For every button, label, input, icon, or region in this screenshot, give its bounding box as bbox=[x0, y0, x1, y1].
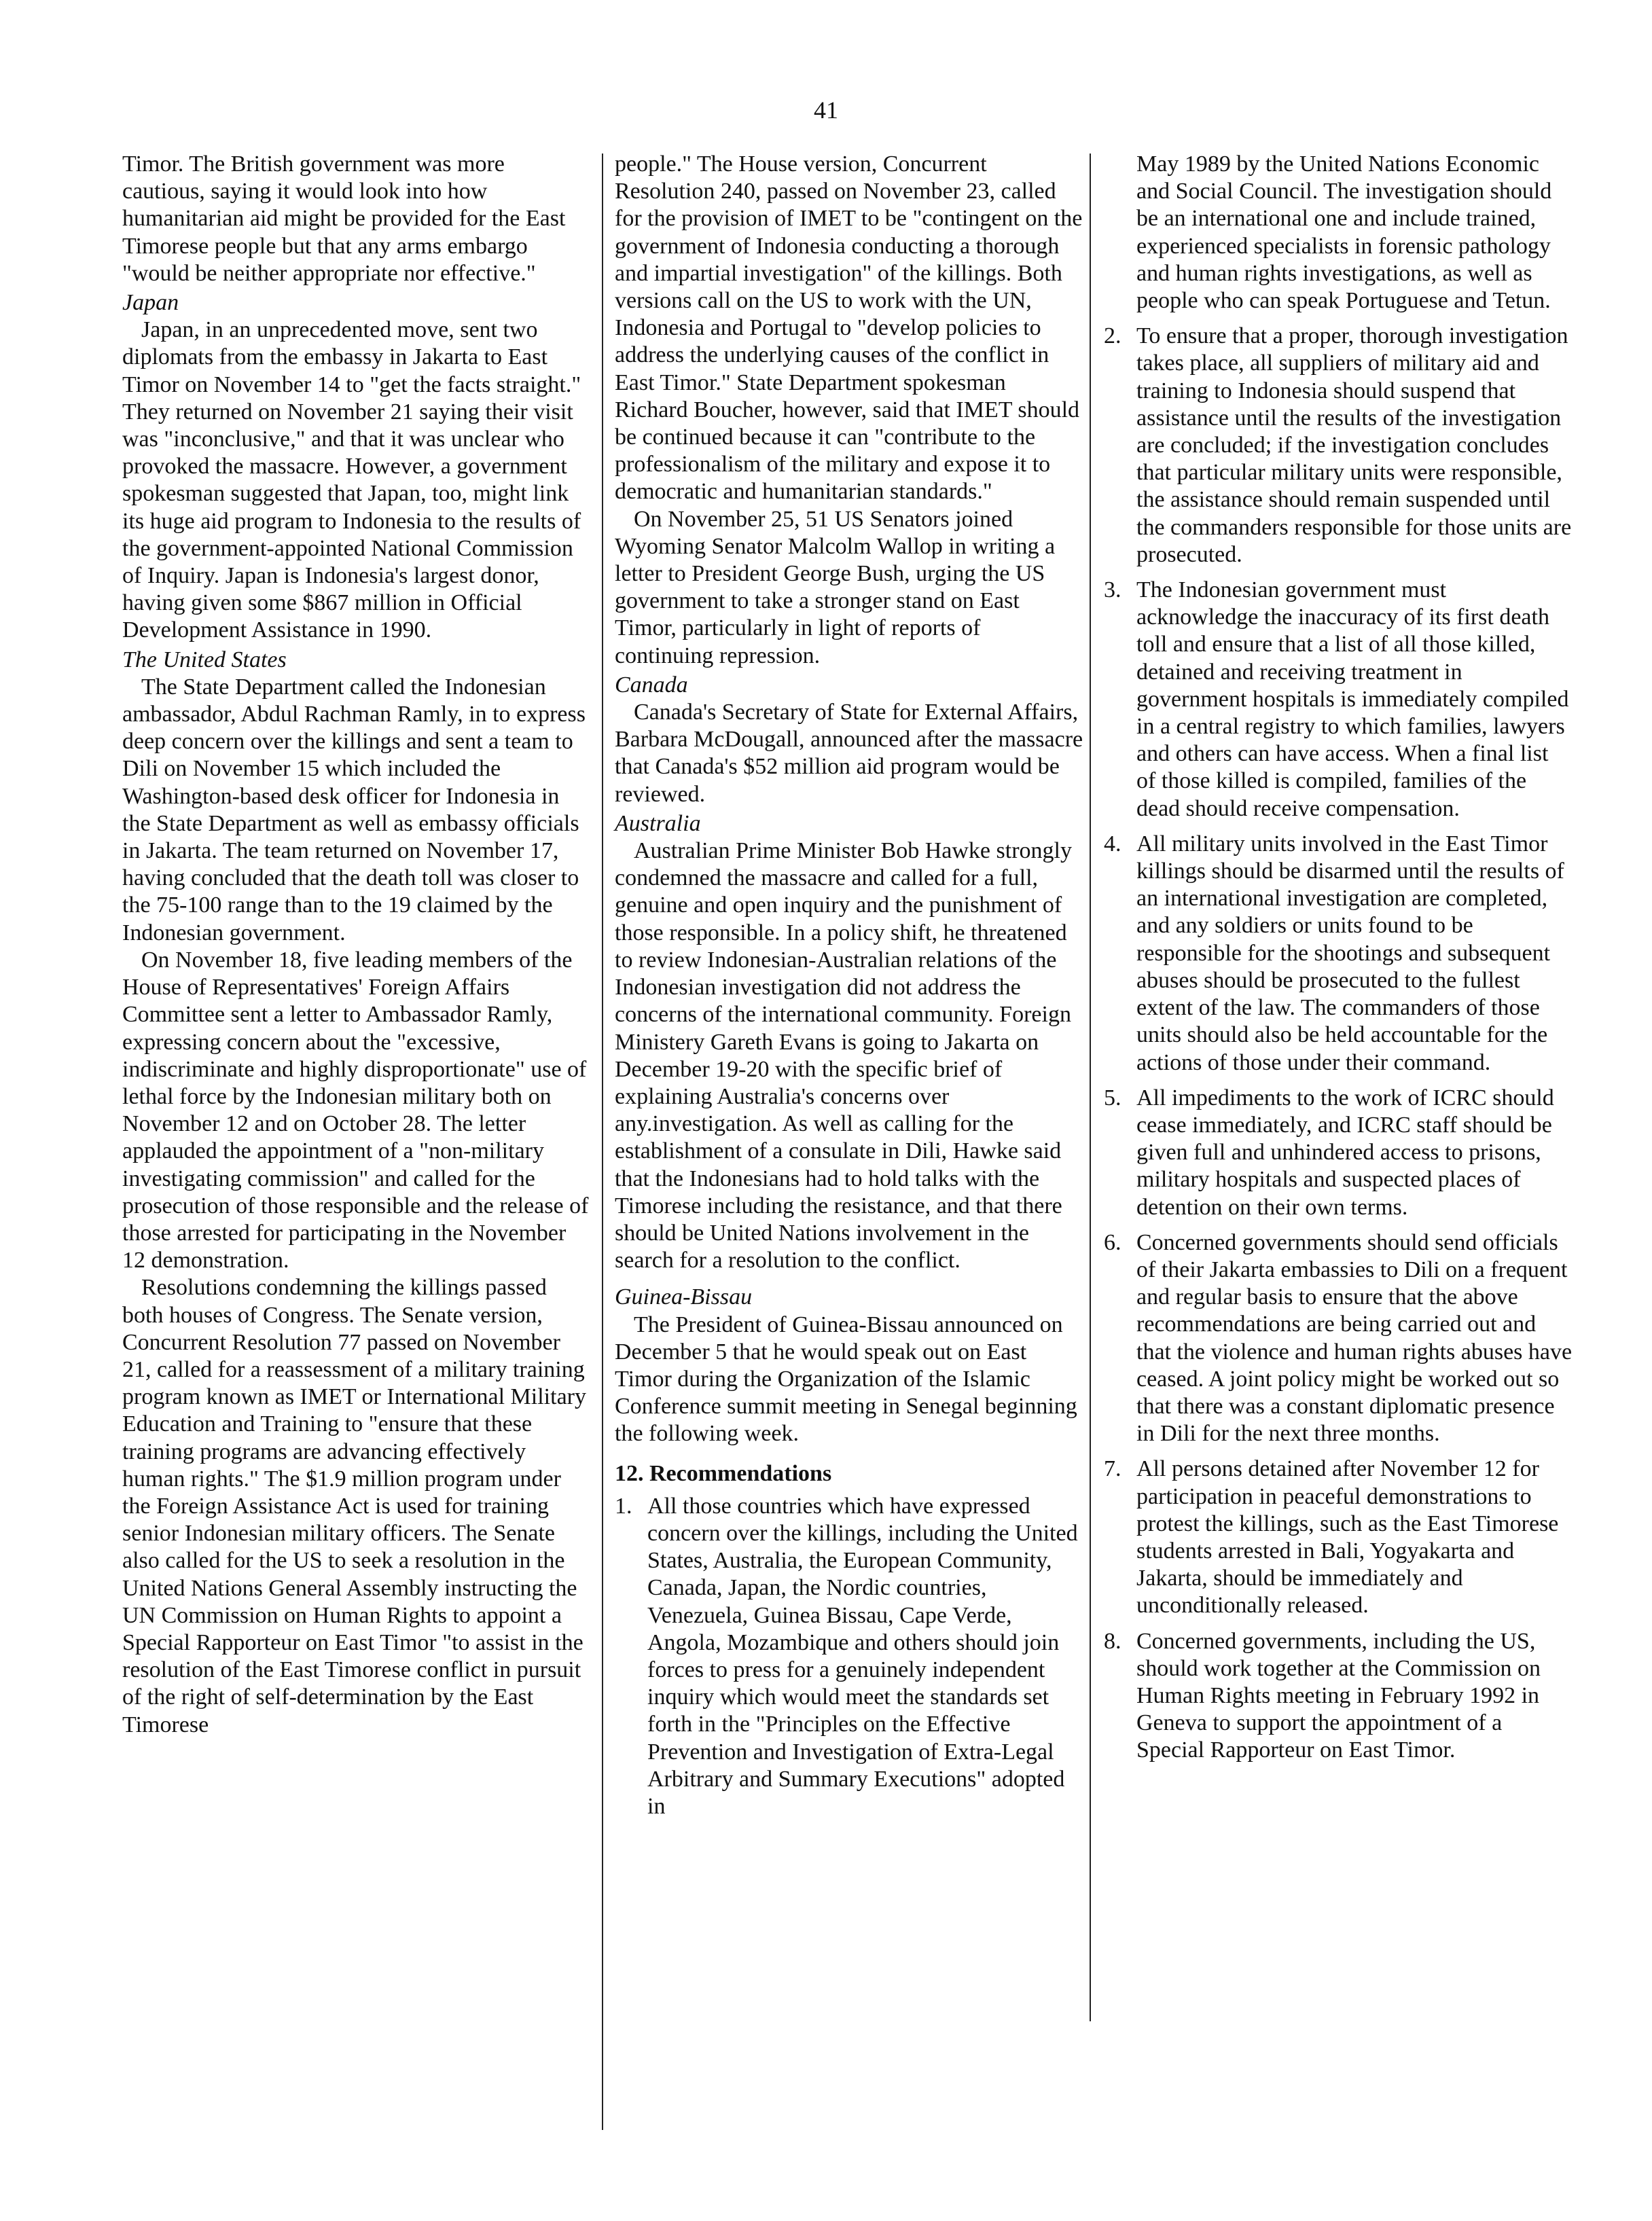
recommendation-text: The Indonesian government must acknowledge the inaccuracy of its first death toll and ensure that a list of all those killed, detained and receiving treatment in government hospitals is immediately compiled in a central registry to which families, lawyers and others can have access. When a final list of those killed is compiled, families of the dead should receive compensation. bbox=[1136, 577, 1569, 821]
recommendation-text: All impediments to the work of ICRC should cease immediately, and ICRC staff should be given full and unhindered access to prisons, military hospitals and suspected places of detention on their own terms. bbox=[1136, 1085, 1554, 1220]
recommendation-item bbox=[1104, 1085, 1573, 1221]
recommendation-text: All those countries which have expressed concern over the killings, including the United States, Australia, the European Community, Canada, Japan, the Nordic countries, Venezuela, Guinea Bissau, Cape Verde, Angola, Mozambique and others should join forces to press for a genuinely independent inquiry which would meet the standards set forth in the "Principles on the Effective Prevention and Investigation of Extra-Legal Arbitrary and Summary Executions" adopted in bbox=[647, 1493, 1078, 1819]
recommendation-number: 3. bbox=[1104, 577, 1121, 603]
paragraph-us-senators: On November 25, 51 US Senators joined Wyoming Senator Malcolm Wallop in writing a letter to President George Bush, urging the US government to take a stronger stand on East Timor, particularly in light of reports of continuing repression. bbox=[615, 506, 1056, 668]
heading-australia: Australia bbox=[615, 810, 701, 836]
recommendation-number: 8. bbox=[1104, 1628, 1121, 1654]
paragraph-britain: Timor. The British government was more cautious, saying it would look into how humanitarian aid might be provided for the East Timorese people but that any arms embargo "would be neither appropriate nor effective." bbox=[122, 151, 566, 286]
heading-guinea-bissau: Guinea-Bissau bbox=[615, 1284, 753, 1310]
recommendation-text: To ensure that a proper, thorough investigation takes place, all suppliers of military aid and training to Indonesia should suspend that assistance until the results of the investigation are concluded; if the investigation concludes that particular military units were responsible, the assistance should remain suspended until the commanders responsible for those units are prosecuted. bbox=[1136, 323, 1572, 567]
recommendation-item bbox=[1104, 323, 1573, 568]
recommendations-list-start bbox=[615, 1493, 1083, 1820]
paragraph-us-house-letter: On November 18, five leading members of the House of Representatives' Foreign Affairs Committee sent a letter to Ambassador Ramly, expressing concern about the "excessive, indiscriminate and highly disproportionate" use of lethal force by the Indonesian military both on November 12 and on October 28. The letter applauded the appointment of a "non-military investigating commission" and called for the prosecution of those responsible and the release of those arrested for participating in the November 12 demonstration. bbox=[122, 947, 589, 1274]
recommendation-text: Concerned governments, including the US, should work together at the Commission on Human Rights meeting in February 1992 in Geneva to support the appointment of a Special Rapporteur on East Timor. bbox=[1136, 1628, 1541, 1763]
recommendation-number: 6. bbox=[1104, 1229, 1121, 1255]
recommendation-1-continued: May 1989 by the United Nations Economic and Social Council. The investigation should be an international one and include trained, experienced specialists in forensic pathology and human rights investigations, as well as people who can speak Portuguese and Tetun. bbox=[1136, 151, 1552, 314]
column-3 bbox=[1104, 151, 1573, 1773]
paragraph-us-resolutions: Resolutions condemning the killings passed both houses of Congress. The Senate version, Concurrent Resolution 77 passed on November 21, called for a reassessment of a military training program known as IMET or International Military Education and Training to "ensure that these training programs are advancing effectively human rights." The $1.9 million program under the Foreign Assistance Act is used for training senior Indonesian military officers. The Senate also called for the US to seek a resolution in the United Nations General Assembly instructing the UN Commission on Human Rights to appoint a Special Rapporteur on East Timor "to assist in the resolution of the East Timorese conflict in pursuit of the right of self-determination by the East Timorese bbox=[122, 1275, 586, 1737]
column-divider-left bbox=[602, 154, 603, 2130]
recommendation-text: All persons detained after November 12 for participation in peaceful demonstrations to protest the killings, such as the East Timorese students arrested in Bali, Yogyakarta and Jakarta, should be immediately and unconditionally released. bbox=[1136, 1456, 1559, 1619]
paragraph-us-state-department: The State Department called the Indonesian ambassador, Abdul Rachman Ramly, in to express deep concern over the killings and sent a team to Dili on November 15 which included the Washington-based desk officer for Indonesia in the State Department as well as embassy officials in Jakarta. The team returned on November 17, having concluded that the death toll was closer to the 75-100 range than to the 19 claimed by the Indonesian government. bbox=[122, 674, 586, 945]
column-2 bbox=[615, 151, 1083, 1828]
recommendation-number: 1. bbox=[615, 1493, 632, 1519]
column-divider-right bbox=[1090, 154, 1091, 2021]
recommendations-list bbox=[1104, 323, 1573, 1764]
heading-japan: Japan bbox=[122, 290, 179, 316]
recommendation-item bbox=[1104, 831, 1573, 1077]
recommendation-number: 2. bbox=[1104, 323, 1121, 349]
recommendation-number: 7. bbox=[1104, 1456, 1121, 1482]
recommendation-item bbox=[1104, 577, 1573, 823]
paragraph-australia: Australian Prime Minister Bob Hawke strongly condemned the massacre and called for a full, genuine and open inquiry and the punishment of those responsible. In a policy shift, he threatened to review Indonesian-Australian relations of the Indonesian investigation did not address the concerns of the international community. Foreign Ministery Gareth Evans is going to Jakarta on December 19-20 with the specific brief of explaining Australia's concerns over any.investigation. As well as calling for the establishment of a consulate in Dili, Hawke said that the Indonesians had to hold talks with the Timorese including the resistance, and that there should be United Nations involvement in the search for a resolution to the conflict. bbox=[615, 838, 1072, 1274]
recommendation-text: All military units involved in the East Timor killings should be disarmed until the results of an international investigation are completed, and any soldiers or units found to be responsible for the shootings and subsequent abuses should be prosecuted to the fullest extent of the law. The commanders of those units should also be held accountable for the actions of those under their command. bbox=[1136, 831, 1564, 1075]
column-1 bbox=[122, 151, 591, 1739]
recommendation-text: Concerned governments should send officials of their Jakarta embassies to Dili on a frequent and regular basis to ensure that the above recommendations are being carried out and that the violence and human rights abuses have ceased. A joint policy might be worked out so that there was a constant diplomatic presence in Dili for the next three months. bbox=[1136, 1229, 1573, 1447]
recommendation-item bbox=[1104, 1628, 1573, 1765]
recommendation-number: 5. bbox=[1104, 1085, 1121, 1110]
recommendation-item bbox=[1104, 1456, 1573, 1619]
paragraph-canada: Canada's Secretary of State for External Affairs, Barbara McDougall, announced after the massacre that Canada's $52 million aid program would be reviewed. bbox=[615, 700, 1083, 807]
recommendation-item bbox=[1104, 1229, 1573, 1448]
recommendation-number: 4. bbox=[1104, 831, 1121, 856]
heading-united-states: The United States bbox=[122, 647, 287, 672]
paragraph-japan: Japan, in an unprecedented move, sent two diplomats from the embassy in Jakarta to East Timor on November 14 to "get the facts straight." They returned on November 21 saying their visit was "inconclusive," and that it was unclear who provoked the massacre. However, a government spokesman suggested that Japan, too, might link its huge aid program to Indonesia to the results of the government-appointed National Commission of Inquiry. Japan is Indonesia's largest donor, having given some $867 million in Official Development Assistance in 1990. bbox=[122, 317, 581, 643]
recommendation-item bbox=[615, 1493, 1083, 1820]
page-number: 41 bbox=[814, 96, 838, 124]
section-heading-recommendations: 12. Recommendations bbox=[615, 1460, 832, 1486]
heading-canada: Canada bbox=[615, 672, 688, 698]
paragraph-house-version: people." The House version, Concurrent Resolution 240, passed on November 23, called for the provision of IMET to be "contingent on the government of Indonesia conducting a thorough and impartial investigation" of the killings. Both versions call on the US to work with the UN, Indonesia and Portugal to "develop policies to address the underlying causes of the conflict in East Timor." State Department spokesman Richard Boucher, however, said that IMET should be continued because it can "contribute to the professionalism of the military and expose it to democratic and humanitarian standards." bbox=[615, 151, 1083, 505]
paragraph-guinea-bissau: The President of Guinea-Bissau announced on December 5 that he would speak out on East Timor during the Organization of the Islamic Conference summit meeting in Senegal beginning the following week. bbox=[615, 1312, 1077, 1447]
